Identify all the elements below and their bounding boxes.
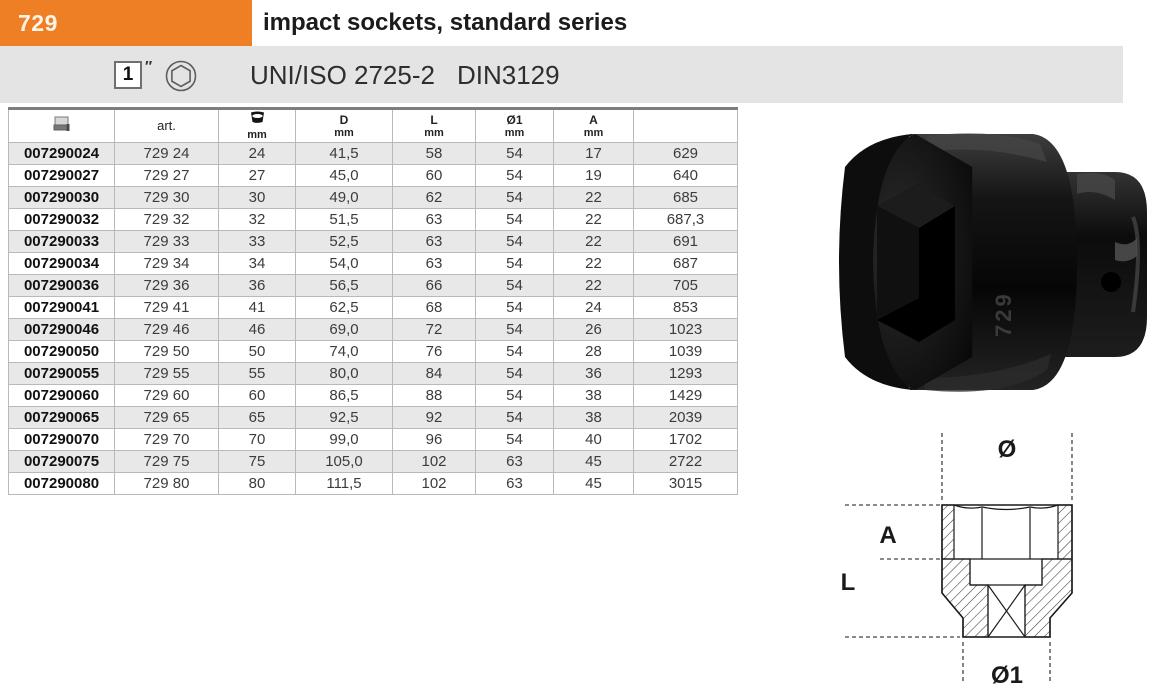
cell-D: 49,0 xyxy=(296,187,393,209)
table-row xyxy=(9,187,738,209)
cell-art: 729 27 xyxy=(115,165,219,187)
cell-D: 80,0 xyxy=(296,363,393,385)
standards-text xyxy=(250,60,560,91)
col-header-code xyxy=(9,109,115,143)
cell-L: 76 xyxy=(393,341,476,363)
cell-O1: 54 xyxy=(476,165,554,187)
table-row xyxy=(9,451,738,473)
drive-size-unit: ″ xyxy=(145,58,153,75)
hex-socket-icon xyxy=(164,59,198,93)
cell-code: 007290030 xyxy=(9,187,115,209)
cell-code: 007290032 xyxy=(9,209,115,231)
cell-A: 19 xyxy=(554,165,634,187)
cell-O1: 54 xyxy=(476,297,554,319)
col-header-L: L mm xyxy=(393,109,476,143)
cell-A: 26 xyxy=(554,319,634,341)
col-header-O1: Ø1 mm xyxy=(476,109,554,143)
cell-O1: 54 xyxy=(476,253,554,275)
cell-art: 729 32 xyxy=(115,209,219,231)
table-header-row xyxy=(9,109,738,143)
cell-weight: 640 xyxy=(634,165,738,187)
cell-art: 729 46 xyxy=(115,319,219,341)
col-header-size: mm xyxy=(219,109,296,143)
cell-L: 92 xyxy=(393,407,476,429)
cell-size: 32 xyxy=(219,209,296,231)
spec-table xyxy=(8,107,738,495)
cell-size: 50 xyxy=(219,341,296,363)
cell-code: 007290065 xyxy=(9,407,115,429)
cell-art: 729 50 xyxy=(115,341,219,363)
product-marking: 729 xyxy=(991,291,1016,337)
cell-O1: 54 xyxy=(476,231,554,253)
socket-icon xyxy=(249,111,266,124)
cell-O1: 54 xyxy=(476,143,554,165)
standard-uni-iso: UNI/ISO 2725-2 xyxy=(250,60,435,90)
cell-size: 27 xyxy=(219,165,296,187)
cell-A: 17 xyxy=(554,143,634,165)
cell-L: 88 xyxy=(393,385,476,407)
cell-O1: 54 xyxy=(476,187,554,209)
socket-drive-end xyxy=(1065,172,1147,357)
cell-size: 30 xyxy=(219,187,296,209)
cell-weight: 1429 xyxy=(634,385,738,407)
cell-size: 34 xyxy=(219,253,296,275)
cell-code: 007290046 xyxy=(9,319,115,341)
cell-code: 007290041 xyxy=(9,297,115,319)
cell-D: 56,5 xyxy=(296,275,393,297)
table-row xyxy=(9,363,738,385)
cell-size: 41 xyxy=(219,297,296,319)
cell-L: 66 xyxy=(393,275,476,297)
cell-size: 55 xyxy=(219,363,296,385)
cell-art: 729 70 xyxy=(115,429,219,451)
cell-O1: 54 xyxy=(476,385,554,407)
cell-O1: 63 xyxy=(476,451,554,473)
cell-A: 45 xyxy=(554,451,634,473)
page-title: impact sockets, standard series xyxy=(263,9,628,36)
dim-label-diameter1: Ø1 xyxy=(990,662,1024,689)
cell-L: 96 xyxy=(393,429,476,451)
cell-art: 729 65 xyxy=(115,407,219,429)
cell-L: 58 xyxy=(393,143,476,165)
cell-weight: 691 xyxy=(634,231,738,253)
cell-D: 74,0 xyxy=(296,341,393,363)
cell-size: 70 xyxy=(219,429,296,451)
cell-A: 45 xyxy=(554,473,634,495)
cell-art: 729 33 xyxy=(115,231,219,253)
cell-size: 33 xyxy=(219,231,296,253)
cell-A: 40 xyxy=(554,429,634,451)
cell-code: 007290027 xyxy=(9,165,115,187)
cell-size: 60 xyxy=(219,385,296,407)
table-row xyxy=(9,341,738,363)
product-photo xyxy=(815,122,1150,405)
spec-table-grid xyxy=(8,107,738,495)
table-row xyxy=(9,253,738,275)
cell-weight: 3015 xyxy=(634,473,738,495)
table-row xyxy=(9,385,738,407)
tech-diagram xyxy=(820,415,1169,698)
cell-L: 84 xyxy=(393,363,476,385)
cell-art: 729 55 xyxy=(115,363,219,385)
dim-label-diameter: Ø xyxy=(997,436,1017,463)
cell-O1: 54 xyxy=(476,407,554,429)
cell-A: 22 xyxy=(554,209,634,231)
col-header-weight xyxy=(634,109,738,143)
cell-O1: 54 xyxy=(476,341,554,363)
table-row xyxy=(9,297,738,319)
cell-weight: 685 xyxy=(634,187,738,209)
cell-D: 45,0 xyxy=(296,165,393,187)
table-row xyxy=(9,165,738,187)
cell-art: 729 30 xyxy=(115,187,219,209)
cell-code: 007290034 xyxy=(9,253,115,275)
cell-L: 102 xyxy=(393,451,476,473)
cell-weight: 687,3 xyxy=(634,209,738,231)
cell-D: 41,5 xyxy=(296,143,393,165)
cell-D: 69,0 xyxy=(296,319,393,341)
cell-A: 22 xyxy=(554,253,634,275)
drive-size-value: 1 xyxy=(122,64,134,85)
cell-O1: 54 xyxy=(476,209,554,231)
series-code: 729 xyxy=(18,10,58,36)
cell-code: 007290033 xyxy=(9,231,115,253)
cell-weight: 1039 xyxy=(634,341,738,363)
series-code-tab xyxy=(0,0,252,47)
cell-code: 007290075 xyxy=(9,451,115,473)
cell-art: 729 75 xyxy=(115,451,219,473)
cell-size: 36 xyxy=(219,275,296,297)
cell-D: 92,5 xyxy=(296,407,393,429)
drive-size-icon xyxy=(114,61,142,89)
cell-weight: 687 xyxy=(634,253,738,275)
cell-code: 007290036 xyxy=(9,275,115,297)
dim-label-l: L xyxy=(840,569,856,596)
cell-A: 22 xyxy=(554,231,634,253)
cell-code: 007290080 xyxy=(9,473,115,495)
standards-band xyxy=(0,46,1123,103)
cell-code: 007290050 xyxy=(9,341,115,363)
cell-art: 729 36 xyxy=(115,275,219,297)
standard-din: DIN3129 xyxy=(456,60,560,90)
cell-D: 54,0 xyxy=(296,253,393,275)
cell-size: 80 xyxy=(219,473,296,495)
cell-A: 36 xyxy=(554,363,634,385)
dim-label-a: A xyxy=(879,522,897,549)
cell-weight: 1702 xyxy=(634,429,738,451)
cell-D: 111,5 xyxy=(296,473,393,495)
cell-size: 75 xyxy=(219,451,296,473)
cell-L: 63 xyxy=(393,209,476,231)
cell-weight: 629 xyxy=(634,143,738,165)
cell-O1: 63 xyxy=(476,473,554,495)
cell-code: 007290060 xyxy=(9,385,115,407)
cell-A: 38 xyxy=(554,407,634,429)
cell-size: 46 xyxy=(219,319,296,341)
cell-art: 729 41 xyxy=(115,297,219,319)
table-row xyxy=(9,209,738,231)
cell-A: 22 xyxy=(554,187,634,209)
table-row xyxy=(9,143,738,165)
cell-O1: 54 xyxy=(476,363,554,385)
cell-A: 38 xyxy=(554,385,634,407)
cell-L: 63 xyxy=(393,253,476,275)
cell-L: 62 xyxy=(393,187,476,209)
cell-weight: 2722 xyxy=(634,451,738,473)
cell-size: 24 xyxy=(219,143,296,165)
cell-code: 007290070 xyxy=(9,429,115,451)
table-row xyxy=(9,429,738,451)
col-header-A: A mm xyxy=(554,109,634,143)
cell-O1: 54 xyxy=(476,275,554,297)
package-icon xyxy=(51,115,73,132)
cell-A: 22 xyxy=(554,275,634,297)
cell-weight: 1023 xyxy=(634,319,738,341)
cell-code: 007290024 xyxy=(9,143,115,165)
spec-table-body xyxy=(9,143,738,495)
cell-A: 24 xyxy=(554,297,634,319)
cell-L: 68 xyxy=(393,297,476,319)
col-header-D: D mm xyxy=(296,109,393,143)
cell-O1: 54 xyxy=(476,429,554,451)
table-row xyxy=(9,275,738,297)
cell-art: 729 24 xyxy=(115,143,219,165)
cell-D: 105,0 xyxy=(296,451,393,473)
table-row xyxy=(9,319,738,341)
table-row xyxy=(9,473,738,495)
cell-code: 007290055 xyxy=(9,363,115,385)
cell-L: 63 xyxy=(393,231,476,253)
col-header-art: art. xyxy=(115,109,219,143)
cell-D: 52,5 xyxy=(296,231,393,253)
cell-O1: 54 xyxy=(476,319,554,341)
cell-L: 60 xyxy=(393,165,476,187)
table-row xyxy=(9,407,738,429)
cell-art: 729 60 xyxy=(115,385,219,407)
cell-D: 51,5 xyxy=(296,209,393,231)
cell-D: 62,5 xyxy=(296,297,393,319)
cell-L: 72 xyxy=(393,319,476,341)
cell-D: 99,0 xyxy=(296,429,393,451)
cell-L: 102 xyxy=(393,473,476,495)
cell-D: 86,5 xyxy=(296,385,393,407)
cell-weight: 705 xyxy=(634,275,738,297)
cell-A: 28 xyxy=(554,341,634,363)
cell-art: 729 80 xyxy=(115,473,219,495)
cell-weight: 853 xyxy=(634,297,738,319)
cell-size: 65 xyxy=(219,407,296,429)
cell-weight: 2039 xyxy=(634,407,738,429)
table-row xyxy=(9,231,738,253)
cell-art: 729 34 xyxy=(115,253,219,275)
cell-weight: 1293 xyxy=(634,363,738,385)
